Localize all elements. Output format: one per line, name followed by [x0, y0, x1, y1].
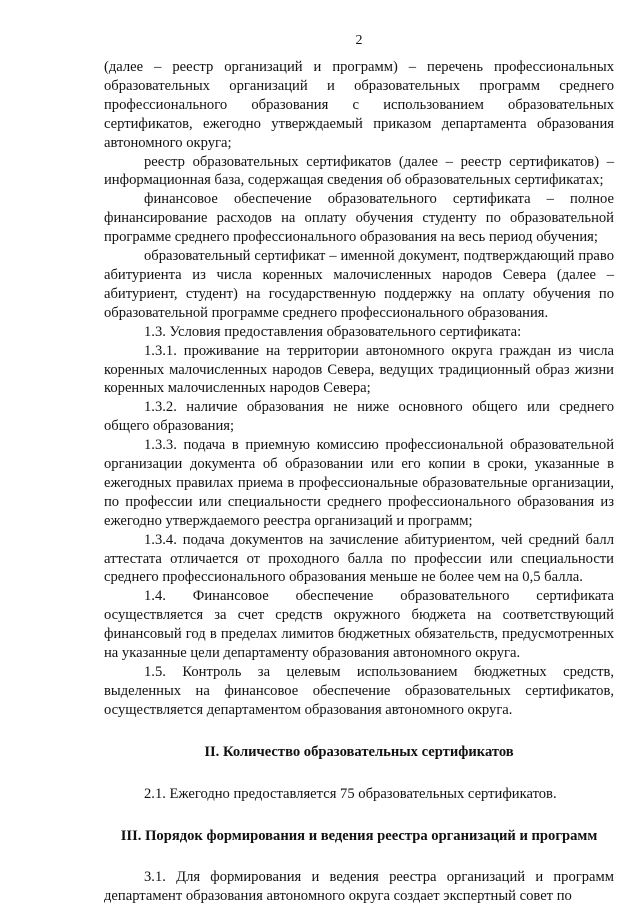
paragraph-1-3-2: 1.3.2. наличие образования не ниже основного общего или среднего общего образования; — [104, 399, 614, 435]
paragraph-1-3-conditions: 1.3. Условия предоставления образовательного сертификата: — [144, 323, 522, 340]
paragraph-2-1: 2.1. Ежегодно предоставляется 75 образовательных сертификатов. — [144, 785, 557, 802]
paragraph-financial-support-definition: финансовое обеспечение образовательного сертификата – полное финансирование расходов на оплату обучения студенту по образовательной программе среднего профессионального образования на весь период обучения; — [104, 191, 614, 246]
paragraph-registry-definition-continuation: (далее – реестр организаций и программ) – перечень профессиональных образовательных организаций и образовательных программ среднего профессионального образования с использованием образовательных сертификатов, ежегодно утверждаемый приказом департамента образования автономного округа; — [104, 59, 614, 151]
paragraph-1-4: 1.4. Финансовое обеспечение образовательного сертификата осуществляется за счет средств окружного бюджета на соответствующий финансовый год в пределах лимитов бюджетных обязательств, предусмотренных на указанные цели департаменту образования автономного округа. — [104, 588, 614, 662]
paragraph-1-3-3: 1.3.3. подача в приемную комиссию профессиональной образовательной организации документа об образовании или его копии в сроки, указанные в ежегодных правилах приема в профессиональные образовательные организации, по профессии или специальности среднего профессионального образования из ежегодно утверждаемого реестра организаций и программ; — [104, 437, 614, 529]
section-2-heading: II. Количество образовательных сертификатов — [204, 743, 514, 760]
paragraph-1-5: 1.5. Контроль за целевым использованием бюджетных средств, выделенных на финансовое обеспечение образовательных сертификатов, осуществляется департаментом образования автономного округа. — [104, 664, 614, 718]
paragraph-3-1: 3.1. Для формирования и ведения реестра организаций и программ департамент образования автономного округа создает экспертный совет по — [104, 869, 614, 905]
page-number: 2 — [355, 33, 363, 48]
section-3-heading: III. Порядок формирования и ведения реестра организаций и программ — [120, 827, 598, 844]
paragraph-1-3-4: 1.3.4. подача документов на зачисление абитуриентом, чей средний балл аттестата отличается от проходного балла по профессии или специальности среднего профессионального образования меньше не более чем на 0,5 балла. — [104, 531, 614, 586]
paragraph-certificate-registry-definition: реестр образовательных сертификатов (далее – реестр сертификатов) – информационная база, содержащая сведения об образовательных сертификатах; — [104, 153, 614, 189]
paragraph-1-3-1: 1.3.1. проживание на территории автономного округа граждан из числа коренных малочисленных народов Севера, ведущих традиционный образ жизни коренных малочисленных народов Севера; — [104, 342, 614, 397]
paragraph-certificate-definition: образовательный сертификат – именной документ, подтверждающий право абитуриента из числа коренных малочисленных народов Севера (далее – абитуриент, студент) на государственную поддержку на оплату обучения по образовательной программе среднего профессионального образования. — [104, 248, 614, 321]
